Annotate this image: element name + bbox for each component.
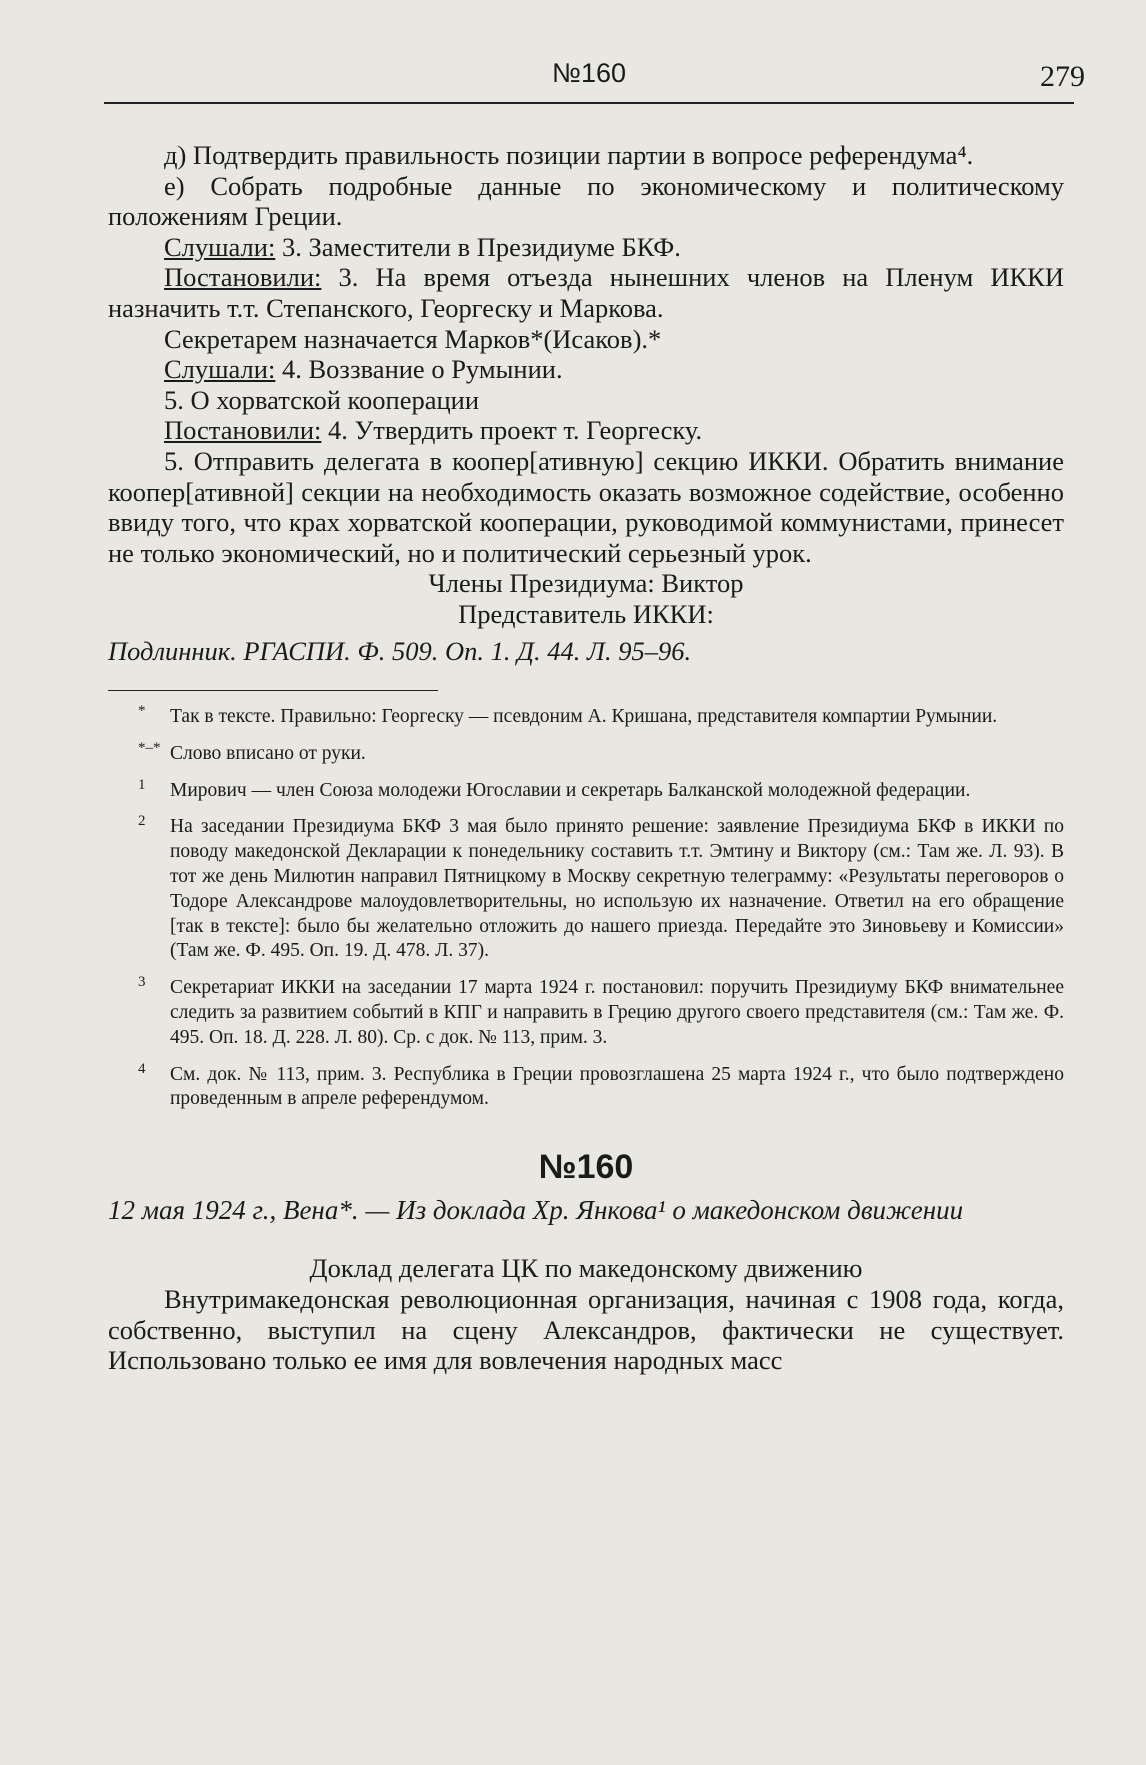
header-rule [104,102,1074,104]
paragraph: е) Собрать подробные данные по экономическому и политическому положениям Греции. [108,170,1064,232]
paragraph: Внутримакедонская революционная организация, начиная с 1908 года, когда, собственно, выступил на сцену Александров, фактически не существует. Использовано только ее имя для вовлечения народных масс [108,1284,1064,1376]
footnote [108,705,1064,730]
paragraph: 5. О хорватской кооперации [164,384,480,415]
paragraph [108,262,1064,323]
footnote-mark: * [138,703,146,720]
footnote [108,776,1064,804]
footnote-text: На заседании Президиума БКФ 3 мая было принято решение: заявление Президиума БКФ в ИККИ по поводу македонской Декларации к понедельнику составить т.т. Эмтину и Виктору (см.: Там же. Л. 93). В тот же день Милютин направил Пятницкому в Москву секретную телеграмму: «Результаты переговоров о Тодоре Александрове малоудовлетворительны, но использую их назначение. Ответил на его обращение [так в тексте]: было бы желательно отложить до нашего приезда. Передайте это Зиновьеву и Комиссии» (Там же. Ф. 495. Оп. 19. Д. 478. Л. 37). [170,816,1064,962]
archival-source: Подлинник. РГАСПИ. Ф. 509. Оп. 1. Д. 44. Л. 95–96. [108,635,692,666]
heard-label: Слушали: [164,231,276,262]
footnote [108,815,1064,964]
item-text: 3. На время отъезда нынешних членов на Пленум ИККИ назначить т.т. Степанского, Георгеску и Маркова. [108,262,1064,323]
footnote-text: Мирович — член Союза молодежи Югославии и секретарь Балканской молодежной федерации. [170,779,971,801]
item-text: 4. Воззвание о Румынии. [281,354,563,385]
footnote [108,739,1064,767]
footnote-text: Слово вписано от руки. [170,742,366,764]
footnote [108,1060,1064,1113]
item-text: 4. Утвердить проект т. Георгеску. [328,415,703,446]
footnote-mark: 4 [138,1060,146,1077]
footnote-text: Так в тексте. Правильно: Георгеску — псевдоним А. Кришана, представителя компартии Румынии. [170,706,998,728]
text-body [108,140,1064,1376]
document-subtitle: 12 мая 1924 г., Вена*. — Из доклада Хр. Янкова¹ о македонском движении [108,1194,964,1225]
footnote-mark: 3 [138,974,146,991]
document-number-heading: №160 [538,1148,634,1187]
footnote-mark: 2 [138,813,146,830]
footnote-mark: *–* [138,739,161,756]
heard-label: Слушали: [164,354,276,385]
paragraph [108,415,1064,446]
footnote-rule [108,690,438,691]
footnote [108,976,1064,1050]
paragraph [108,232,1064,263]
running-header-doc-number: №160 [552,58,627,88]
footnote-text: См. док. № 113, прим. 3. Республика в Греции провозглашена 25 марта 1924 г., что было подтверждено проведенным в апреле референдумом. [170,1063,1064,1110]
paragraph: 5. Отправить делегата в коопер[ативную] секцию ИККИ. Обратить внимание коопер[ативной] секции на необходимость оказать возможное содействие, особенно ввиду того, что крах хорватской кооперации, руководимой коммунистами, принесет не только экономический, но и политический серьезный урок. [108,445,1064,568]
report-heading: Доклад делегата ЦК по македонскому движению [309,1253,863,1284]
decided-label: Постановили: [164,415,322,446]
paragraph [108,354,1064,385]
paragraph: д) Подтвердить правильность позиции партии в вопросе референдума⁴. [164,140,974,170]
signature-line: Представитель ИККИ: [458,598,714,629]
footnote-mark: 1 [138,776,146,793]
footnote-text: Секретариат ИККИ на заседании 17 марта 1924 г. постановил: поручить Президиуму БКФ внимательнее следить за развитием событий в КПГ и направить в Грецию другого своего представителя (см.: Там же. Ф. 495. Оп. 18. Д. 228. Л. 80). Ср. с док. № 113, прим. 3. [170,977,1064,1048]
decided-label: Постановили: [164,262,322,293]
signature-line: Члены Президиума: Виктор [428,568,744,599]
paragraph: Секретарем назначается Марков*(Исаков).* [164,323,662,354]
page-number: 279 [1040,60,1085,93]
item-text: 3. Заместители в Президиуме БКФ. [281,231,681,262]
